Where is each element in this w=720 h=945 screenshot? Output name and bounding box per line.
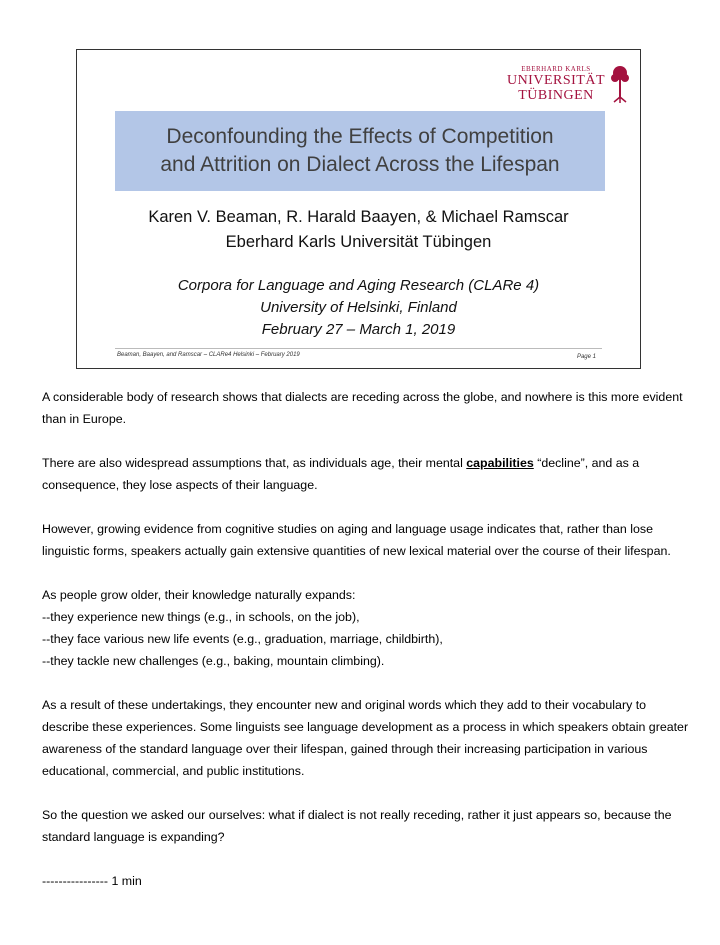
logo-line2: UNIVERSITÄT [506,72,605,88]
conference-block [77,275,640,341]
notes-timing: ---------------- 1 min [42,874,142,888]
slide-page-number: Page 1 [576,354,596,360]
notes-paragraph-2 [42,452,692,496]
speaker-notes [42,386,692,914]
notes-paragraph-1: A considerable body of research shows that dialects are receding across the globe, and nowhere is this more evident than in Europe. [42,390,683,426]
list-item: --they experience new things (e.g., in schools, on the job), [42,610,360,624]
slide-footer-text: Beaman, Baayen, and Ramscar – CLARe4 Helsinki – February 2019 [117,352,300,358]
author-block [77,205,640,255]
notes-p2-before: There are also widespread assumptions that, as individuals age, their mental [42,456,467,470]
university-logo [507,64,630,104]
keyword-capabilities: capabilities [466,456,534,470]
slide-thumbnail [76,49,641,369]
conference-location: University of Helsinki, Finland [260,299,457,316]
logo-line3: TÜBINGEN [518,87,594,103]
title-line1: Deconfounding the Effects of Competition [166,125,554,148]
footer-divider [115,348,602,349]
notes-paragraph-6: So the question we asked our ourselves: what if dialect is not really receding, rather it just appears so, because the standard language is expanding? [42,808,672,844]
notes-paragraph-3: However, growing evidence from cognitive studies on aging and language usage indicates that, rather than lose linguistic forms, speakers actually gain extensive quantities of new lexical material over the course of their lifespan. [42,522,671,558]
title-line2: and Attrition on Dialect Across the Lifespan [160,153,560,176]
notes-paragraph-5: As a result of these undertakings, they encounter new and original words which they add to their vocabulary to describe these experiences. Some linguists see language development as a process in which speakers obtain greater awareness of the standard language over their lifespan, gained through their increasing participation in various educational, commercial, and public institutions. [42,698,689,778]
notes-paragraph-4 [42,584,692,672]
conference-name: Corpora for Language and Aging Research (CLARe 4) [177,277,540,294]
list-item: --they tackle new challenges (e.g., baking, mountain climbing). [42,654,385,668]
author-names: Karen V. Beaman, R. Harald Baayen, & Michael Ramscar [148,208,569,226]
notes-p2-after: “decline”, and as a consequence, they lose aspects of their language. [42,456,640,492]
list-item: --they face various new life events (e.g., graduation, marriage, childbirth), [42,632,443,646]
slide-title [115,111,605,191]
notes-p4-intro: As people grow older, their knowledge naturally expands: [42,588,356,602]
affiliation: Eberhard Karls Universität Tübingen [225,233,492,251]
tree-emblem-icon [610,64,630,104]
conference-dates: February 27 – March 1, 2019 [261,321,456,338]
logo-line1: EBERHARD KARLS [521,64,591,73]
